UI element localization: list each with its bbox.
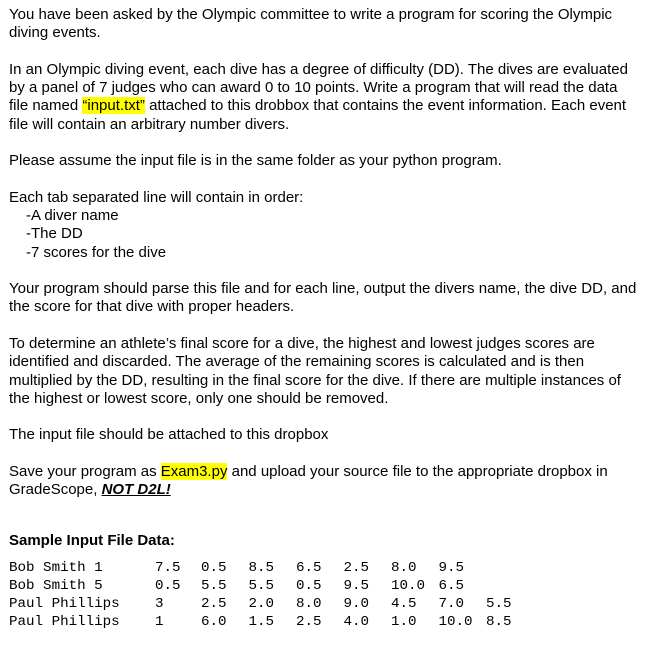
score-cell: 7.0 bbox=[438, 595, 465, 612]
scoring-paragraph: To determine an athlete’s final score for a dive, the highest and lowest judges scores are identified and discarded. The average of the remaining scores is calculated and is then multiplied by the DD, resulting in the final score for the dive. If there are multiple instances of the highest or lowest score, only one should be removed. bbox=[9, 335, 621, 407]
program-file-name-highlight: Exam3.py bbox=[160, 463, 228, 481]
sample-row bbox=[9, 595, 534, 613]
sample-row bbox=[9, 577, 534, 595]
score-cell: 0.5 bbox=[296, 577, 322, 594]
folder-paragraph: Please assume the input file is in the same folder as your python program. bbox=[9, 152, 502, 170]
diver-name-cell: Paul Phillips bbox=[9, 595, 120, 612]
sample-data-table bbox=[9, 559, 534, 631]
score-cell: 4.5 bbox=[391, 595, 417, 612]
score-cell: 8.0 bbox=[296, 595, 322, 612]
score-cell: 6.5 bbox=[296, 559, 322, 576]
dd-paragraph-text-1: In an Olympic diving event, each dive has a degree of difficulty (DD). The dives are evaluated by a panel of 7 judges who can award 0 to 10 points. Write a program that will read the data file named bbox=[9, 60, 628, 115]
score-cell: 6.0 bbox=[201, 613, 227, 630]
line-format-item: -A diver name bbox=[26, 207, 119, 225]
diver-name-cell: Paul Phillips bbox=[9, 613, 120, 630]
dd-cell: 1 bbox=[155, 613, 164, 630]
score-cell: 2.0 bbox=[248, 595, 275, 612]
diver-name-cell: Bob Smith 5 bbox=[9, 577, 103, 594]
dd-cell: 0.5 bbox=[155, 577, 181, 594]
score-cell: 0.5 bbox=[201, 559, 227, 576]
score-cell: 5.5 bbox=[486, 595, 512, 612]
score-cell: 9.5 bbox=[343, 577, 370, 594]
submission-text-1: Save your program as bbox=[9, 463, 161, 481]
sample-row bbox=[9, 613, 534, 631]
score-cell: 10.0 bbox=[391, 577, 426, 594]
score-cell: 5.5 bbox=[201, 577, 227, 594]
score-cell: 4.0 bbox=[343, 613, 370, 630]
dd-cell: 7.5 bbox=[155, 559, 181, 576]
output-paragraph: Your program should parse this file and for each line, output the divers name, the dive DD, and the score for that dive with proper headers. bbox=[9, 280, 637, 316]
dd-paragraph bbox=[9, 61, 639, 134]
not-d2l-emphasis: NOT D2L! bbox=[101, 481, 171, 499]
submission-paragraph bbox=[9, 463, 639, 499]
sample-row bbox=[9, 559, 534, 577]
sample-heading: Sample Input File Data: bbox=[9, 531, 175, 549]
score-cell: 9.5 bbox=[438, 559, 465, 576]
score-cell: 9.0 bbox=[343, 595, 370, 612]
line-format-lead: Each tab separated line will contain in order: bbox=[9, 188, 304, 206]
assignment-document bbox=[9, 6, 639, 631]
input-file-name-highlight: “input.txt” bbox=[82, 97, 145, 115]
score-cell: 1.5 bbox=[248, 613, 275, 630]
score-cell: 2.5 bbox=[343, 559, 370, 576]
score-cell: 8.5 bbox=[248, 559, 275, 576]
dd-paragraph-text-2: attached to this drobbox that contains the event information. Each event file will contain an arbitrary number divers. bbox=[9, 97, 627, 133]
dd-cell: 3 bbox=[155, 595, 164, 612]
diver-name-cell: Bob Smith 1 bbox=[9, 559, 103, 576]
score-cell bbox=[486, 559, 534, 577]
score-cell bbox=[486, 577, 534, 595]
line-format-item: -The DD bbox=[26, 225, 83, 243]
score-cell: 2.5 bbox=[201, 595, 227, 612]
intro-paragraph: You have been asked by the Olympic committee to write a program for scoring the Olympic diving events. bbox=[9, 6, 613, 42]
score-cell: 5.5 bbox=[248, 577, 275, 594]
line-format-item: -7 scores for the dive bbox=[26, 243, 167, 261]
score-cell: 2.5 bbox=[296, 613, 322, 630]
score-cell: 1.0 bbox=[391, 613, 417, 630]
score-cell: 6.5 bbox=[438, 577, 465, 594]
score-cell: 8.0 bbox=[391, 559, 417, 576]
score-cell: 8.5 bbox=[486, 613, 512, 630]
submission-text-2: and upload your source file to the appropriate dropbox in GradeScope, bbox=[9, 463, 608, 499]
score-cell: 10.0 bbox=[438, 613, 473, 630]
attachment-paragraph: The input file should be attached to this dropbox bbox=[9, 426, 329, 444]
